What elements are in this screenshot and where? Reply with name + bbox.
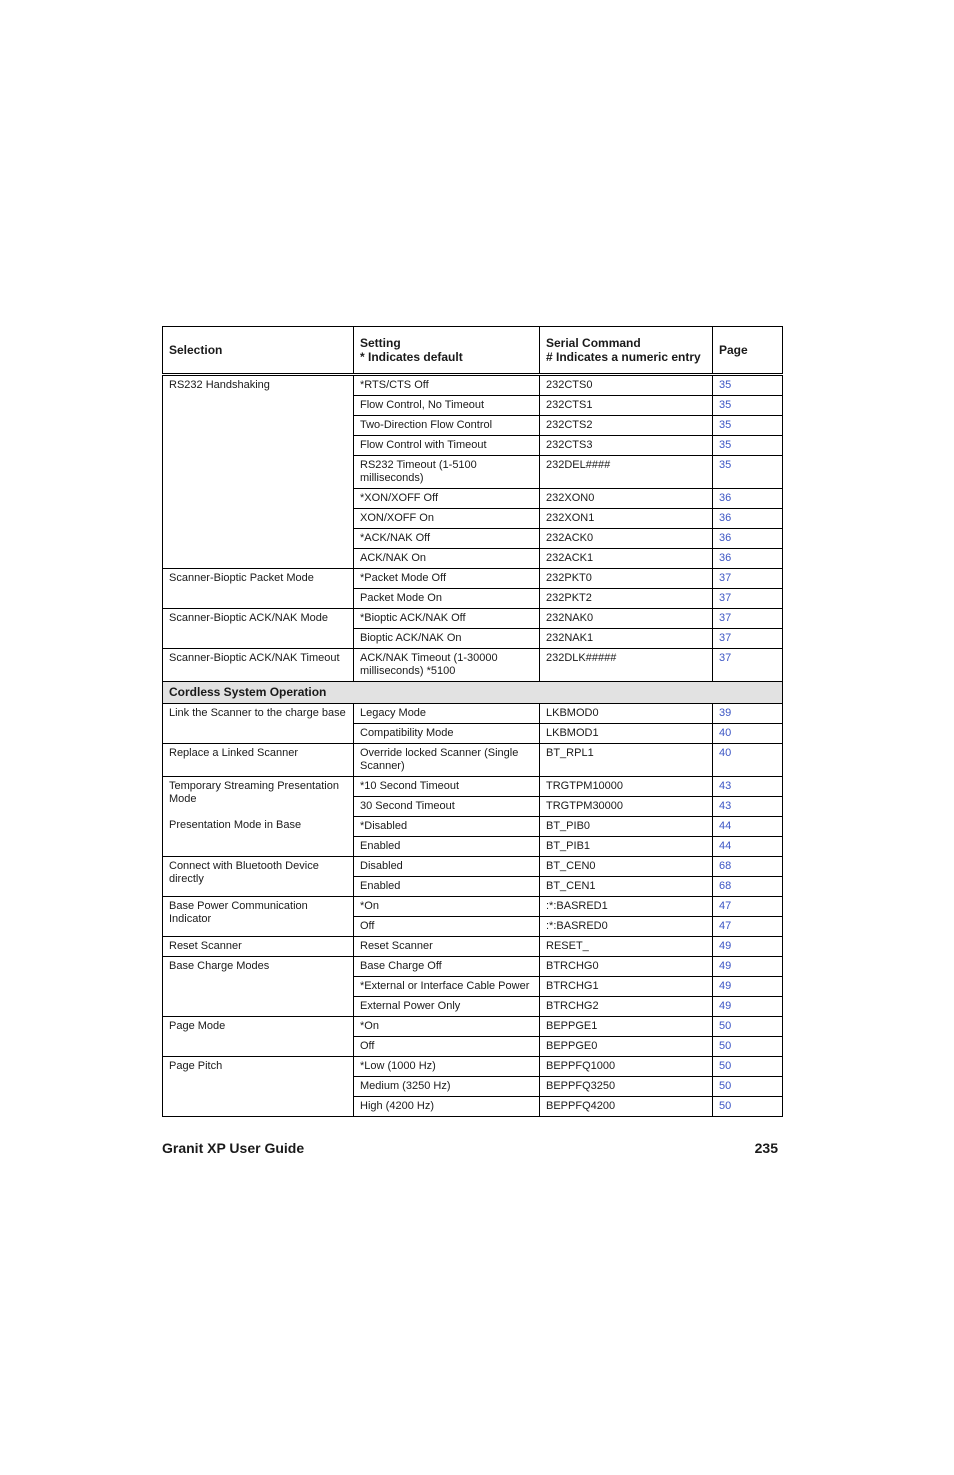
table-row <box>163 777 783 797</box>
serial-command-cell: 232DEL#### <box>540 456 713 489</box>
page-link[interactable]: 50 <box>719 1080 732 1092</box>
page-cell <box>713 857 783 877</box>
setting-cell: XON/XOFF On <box>354 509 540 529</box>
serial-command-cell: 232CTS1 <box>540 396 713 416</box>
setting-cell: *Disabled <box>354 817 540 837</box>
serial-command-cell: 232CTS0 <box>540 375 713 396</box>
table-row <box>163 569 783 589</box>
page-cell <box>713 957 783 977</box>
table-row <box>163 937 783 957</box>
setting-cell: ACK/NAK On <box>354 549 540 569</box>
serial-command-cell: RESET_ <box>540 937 713 957</box>
table-row <box>163 744 783 777</box>
page-cell <box>713 1037 783 1057</box>
selection-cell: Scanner-Bioptic ACK/NAK Timeout <box>163 649 354 682</box>
setting-cell: High (4200 Hz) <box>354 1097 540 1117</box>
header-selection: Selection <box>163 327 354 375</box>
serial-command-cell: BT_CEN1 <box>540 877 713 897</box>
page-link[interactable]: 39 <box>719 707 732 719</box>
page-link[interactable]: 49 <box>719 960 732 972</box>
table-row <box>163 375 783 396</box>
setting-cell: *Packet Mode Off <box>354 569 540 589</box>
page-cell <box>713 704 783 724</box>
page-cell <box>713 456 783 489</box>
page-link[interactable]: 35 <box>719 379 732 391</box>
page-link[interactable]: 35 <box>719 459 732 471</box>
page-link[interactable]: 36 <box>719 492 732 504</box>
serial-command-cell: 232ACK0 <box>540 529 713 549</box>
selection-cell: Page Pitch <box>163 1057 354 1117</box>
page-cell <box>713 569 783 589</box>
serial-command-cell: 232CTS2 <box>540 416 713 436</box>
section-title: Cordless System Operation <box>163 682 783 704</box>
page-cell <box>713 977 783 997</box>
page-cell <box>713 877 783 897</box>
page-cell <box>713 1057 783 1077</box>
setting-cell: *Bioptic ACK/NAK Off <box>354 609 540 629</box>
page-link[interactable]: 50 <box>719 1060 732 1072</box>
setting-cell: *External or Interface Cable Power <box>354 977 540 997</box>
selection-cell: Temporary Streaming Presentation Mode Presentation Mode in Base <box>163 777 354 857</box>
serial-command-cell: 232PKT2 <box>540 589 713 609</box>
page-link[interactable]: 44 <box>719 820 732 832</box>
serial-command-cell: BT_RPL1 <box>540 744 713 777</box>
page-link[interactable]: 68 <box>719 860 732 872</box>
table-row <box>163 609 783 629</box>
selection-cell: Connect with Bluetooth Device directly <box>163 857 354 897</box>
serial-command-cell: BT_PIB0 <box>540 817 713 837</box>
setting-cell: Enabled <box>354 837 540 857</box>
header-setting: Setting * Indicates default <box>354 327 540 375</box>
setting-cell: *On <box>354 1017 540 1037</box>
serial-command-cell: :*:BASRED0 <box>540 917 713 937</box>
setting-cell: *ACK/NAK Off <box>354 529 540 549</box>
page-link[interactable]: 47 <box>719 900 732 912</box>
header-page: Page <box>713 327 783 375</box>
page-cell <box>713 997 783 1017</box>
setting-cell: ACK/NAK Timeout (1-30000 milliseconds) *5100 <box>354 649 540 682</box>
serial-command-cell: BEPPFQ1000 <box>540 1057 713 1077</box>
serial-command-cell: 232XON0 <box>540 489 713 509</box>
page-link[interactable]: 37 <box>719 612 732 624</box>
selection-cell: Base Charge Modes <box>163 957 354 1017</box>
page-cell <box>713 649 783 682</box>
serial-command-cell: BEPPGE0 <box>540 1037 713 1057</box>
page-link[interactable]: 44 <box>719 840 732 852</box>
serial-command-cell: BTRCHG1 <box>540 977 713 997</box>
header-serial-command: Serial Command # Indicates a numeric entry <box>540 327 713 375</box>
serial-command-cell: :*:BASRED1 <box>540 897 713 917</box>
page-link[interactable]: 40 <box>719 727 732 739</box>
page-link[interactable]: 50 <box>719 1040 732 1052</box>
page-cell <box>713 937 783 957</box>
page-link[interactable]: 50 <box>719 1100 732 1112</box>
serial-command-cell: BTRCHG0 <box>540 957 713 977</box>
page-cell <box>713 777 783 797</box>
selection-cell: Scanner-Bioptic ACK/NAK Mode <box>163 609 354 649</box>
serial-command-cell: BEPPFQ4200 <box>540 1097 713 1117</box>
serial-command-cell: 232NAK1 <box>540 629 713 649</box>
page-cell <box>713 797 783 817</box>
serial-command-cell: LKBMOD0 <box>540 704 713 724</box>
setting-cell: Reset Scanner <box>354 937 540 957</box>
page-link[interactable]: 40 <box>719 747 732 759</box>
setting-cell: *10 Second Timeout <box>354 777 540 797</box>
setting-cell: Medium (3250 Hz) <box>354 1077 540 1097</box>
page-link[interactable]: 49 <box>719 940 732 952</box>
page-link[interactable]: 37 <box>719 592 732 604</box>
page-cell <box>713 416 783 436</box>
setting-cell: Flow Control with Timeout <box>354 436 540 456</box>
serial-command-cell: 232CTS3 <box>540 436 713 456</box>
page-cell <box>713 817 783 837</box>
table-row <box>163 1057 783 1077</box>
setting-cell: Two-Direction Flow Control <box>354 416 540 436</box>
setting-cell: Legacy Mode <box>354 704 540 724</box>
page-cell <box>713 1097 783 1117</box>
page-cell <box>713 897 783 917</box>
setting-cell: Flow Control, No Timeout <box>354 396 540 416</box>
selection-cell: Reset Scanner <box>163 937 354 957</box>
footer-page-number: 235 <box>754 1140 778 1156</box>
setting-cell: Off <box>354 917 540 937</box>
page-cell <box>713 724 783 744</box>
page-link[interactable]: 49 <box>719 980 732 992</box>
setting-cell: *Low (1000 Hz) <box>354 1057 540 1077</box>
page-link[interactable]: 36 <box>719 512 732 524</box>
page-cell <box>713 1077 783 1097</box>
page-link[interactable]: 50 <box>719 1020 732 1032</box>
page-cell <box>713 1017 783 1037</box>
page-cell <box>713 589 783 609</box>
serial-command-cell: 232ACK1 <box>540 549 713 569</box>
setting-cell: Compatibility Mode <box>354 724 540 744</box>
page-cell <box>713 396 783 416</box>
serial-command-cell: BEPPFQ3250 <box>540 1077 713 1097</box>
page-link[interactable]: 36 <box>719 532 732 544</box>
setting-cell: 30 Second Timeout <box>354 797 540 817</box>
page-link[interactable]: 49 <box>719 1000 732 1012</box>
page-cell <box>713 489 783 509</box>
page-cell <box>713 917 783 937</box>
selection-cell: Scanner-Bioptic Packet Mode <box>163 569 354 609</box>
setting-cell: Off <box>354 1037 540 1057</box>
setting-cell: Override locked Scanner (Single Scanner) <box>354 744 540 777</box>
selection-cell: RS232 Handshaking <box>163 375 354 569</box>
page-link[interactable]: 37 <box>719 652 732 664</box>
serial-command-cell: BT_CEN0 <box>540 857 713 877</box>
page-cell <box>713 509 783 529</box>
page-cell <box>713 837 783 857</box>
setting-cell: Enabled <box>354 877 540 897</box>
page-link[interactable]: 43 <box>719 780 732 792</box>
page-link[interactable]: 35 <box>719 399 732 411</box>
setting-cell: *On <box>354 897 540 917</box>
serial-command-cell: BEPPGE1 <box>540 1017 713 1037</box>
setting-cell: Packet Mode On <box>354 589 540 609</box>
page-link[interactable]: 68 <box>719 880 732 892</box>
page-cell <box>713 375 783 396</box>
section-row <box>163 682 783 704</box>
setting-cell: Disabled <box>354 857 540 877</box>
table-row <box>163 857 783 877</box>
footer-title: Granit XP User Guide <box>162 1140 305 1156</box>
page-cell <box>713 436 783 456</box>
setting-cell: External Power Only <box>354 997 540 1017</box>
table-row <box>163 897 783 917</box>
table-body <box>163 375 783 1117</box>
page-link[interactable]: 43 <box>719 800 732 812</box>
setting-cell: RS232 Timeout (1-5100 milliseconds) <box>354 456 540 489</box>
serial-command-cell: TRGTPM30000 <box>540 797 713 817</box>
serial-command-cell: TRGTPM10000 <box>540 777 713 797</box>
selection-cell: Base Power Communication Indicator <box>163 897 354 937</box>
table-row <box>163 1017 783 1037</box>
page-link[interactable]: 36 <box>719 552 732 564</box>
selection-cell: Page Mode <box>163 1017 354 1057</box>
table-row <box>163 957 783 977</box>
table-row <box>163 704 783 724</box>
serial-command-cell: 232PKT0 <box>540 569 713 589</box>
page-cell <box>713 629 783 649</box>
setting-cell: Bioptic ACK/NAK On <box>354 629 540 649</box>
command-table <box>162 326 783 1117</box>
page-link[interactable]: 37 <box>719 572 732 584</box>
serial-command-cell: LKBMOD1 <box>540 724 713 744</box>
page-cell <box>713 744 783 777</box>
setting-cell: Base Charge Off <box>354 957 540 977</box>
serial-command-cell: BTRCHG2 <box>540 997 713 1017</box>
table-header-row <box>163 327 783 375</box>
selection-cell: Link the Scanner to the charge base <box>163 704 354 744</box>
page-link[interactable]: 35 <box>719 419 732 431</box>
setting-cell: *XON/XOFF Off <box>354 489 540 509</box>
page-cell <box>713 529 783 549</box>
serial-command-cell: 232XON1 <box>540 509 713 529</box>
table-row <box>163 649 783 682</box>
serial-command-cell: 232NAK0 <box>540 609 713 629</box>
setting-cell: *RTS/CTS Off <box>354 375 540 396</box>
page-footer <box>162 1140 778 1156</box>
serial-command-cell: BT_PIB1 <box>540 837 713 857</box>
page-cell <box>713 609 783 629</box>
selection-cell: Replace a Linked Scanner <box>163 744 354 777</box>
serial-command-cell: 232DLK##### <box>540 649 713 682</box>
page-link[interactable]: 47 <box>719 920 732 932</box>
page-cell <box>713 549 783 569</box>
page-link[interactable]: 37 <box>719 632 732 644</box>
page-link[interactable]: 35 <box>719 439 732 451</box>
